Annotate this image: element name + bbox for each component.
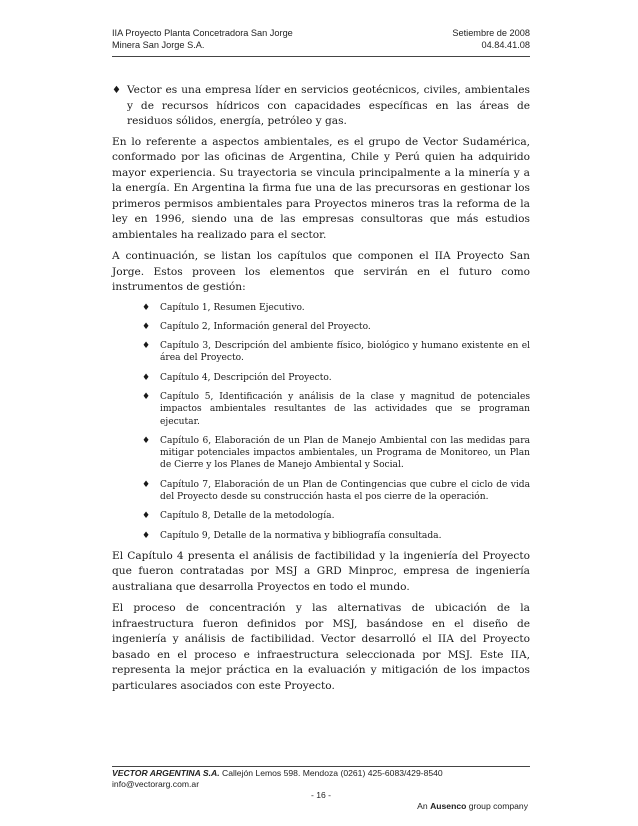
chapter-item-text: Capítulo 9, Detalle de la normativa y bibliografía consultada. <box>160 530 442 541</box>
header-date: Setiembre de 2008 <box>452 28 530 38</box>
page-footer <box>112 768 530 812</box>
chapter-item <box>142 340 530 365</box>
chapter-item-text: Capítulo 6, Elaboración de un Plan de Manejo Ambiental con las medidas para mitigar potenciales impactos ambientales, un Programa de Monitoreo, un Plan de Cierre y los Planes de Manejo Ambiental y Social. <box>160 435 530 471</box>
paragraph-process: El proceso de concentración y las alternativas de ubicación de la infraestructura fueron definidos por MSJ, basándose en el diseño de ingeniería y análisis de factibilidad. Vector desarrolló el IIA del Proyecto basado en el proceso e infraestructura seleccionada por MSJ. Este IIA, representa la mejor práctica en la evaluación y mitigación de los impactos particulares asociados con este Proyecto. <box>112 602 530 692</box>
diamond-bullet-icon: ♦ <box>142 530 151 541</box>
chapter-item-text: Capítulo 8, Detalle de la metodología. <box>160 511 335 522</box>
chapter-item-text: Capítulo 5, Identificación y análisis de la clase y magnitud de potenciales impactos ambientales resultantes de las actividades que se programan ejecutar. <box>160 391 530 427</box>
intro-bullet-text: Vector es una empresa líder en servicios geotécnicos, civiles, ambientales y de recursos hídricos con capacidades específicas en las áreas de residuos sólidos, energía, petróleo y gas. <box>127 84 530 127</box>
chapter-item <box>142 391 530 428</box>
diamond-bullet-icon: ♦ <box>142 511 151 522</box>
chapter-item-text: Capítulo 3, Descripción del ambiente físico, biológico y humano existente en el área del Proyecto. <box>160 341 530 364</box>
paragraph-feasibility: El Capítulo 4 presenta el análisis de factibilidad y la ingeniería del Proyecto que fueron contratadas por MSJ a GRD Minproc, empresa de ingeniería australiana que desarrolla Proyectos en todo el mundo. <box>112 549 530 593</box>
chapter-list <box>142 302 530 542</box>
header-company: Minera San Jorge S.A. <box>112 40 205 50</box>
header-divider <box>112 56 530 57</box>
chapter-item <box>142 479 530 504</box>
header-doc-number: 04.84.41.08 <box>481 40 530 50</box>
diamond-bullet-icon: ♦ <box>142 435 151 446</box>
group-name: Ausenco <box>430 801 467 811</box>
paragraph-environmental: En lo referente a aspectos ambientales, es el grupo de Vector Sudamérica, conformado por las oficinas de Argentina, Chile y Perú quien ha adquirido mayor experiencia. Su trayectoria se vincula principalmente a la minería y a la energía. En Argentina la firma fue una de las precursoras en gestionar los primeros permisos ambientales para Proyectos mineros tras la reforma de la ley en 1996, siendo una de las empresas consultoras que más estudios ambientales ha realizado para el sector. <box>112 135 530 241</box>
diamond-bullet-icon: ♦ <box>142 341 151 352</box>
footer-company: VECTOR ARGENTINA S.A. <box>112 768 220 778</box>
chapter-item <box>142 372 530 384</box>
paragraph-chapters-intro: A continuación, se listan los capítulos que componen el IIA Proyecto San Jorge. Estos proveen los elementos que servirán en el futuro como instrumentos de gestión: <box>112 250 530 293</box>
diamond-bullet-icon: ♦ <box>142 391 151 402</box>
intro-bullet <box>112 83 530 130</box>
group-suffix: group company <box>468 801 528 811</box>
chapter-item-text: Capítulo 4, Descripción del Proyecto. <box>160 372 332 383</box>
chapter-item <box>142 302 530 314</box>
page-number: - 16 - <box>310 790 332 800</box>
chapter-item-text: Capítulo 2, Información general del Proyecto. <box>160 321 371 332</box>
chapter-item <box>142 435 530 472</box>
document-body <box>112 83 530 700</box>
header-project-title: IIA Proyecto Planta Concetradora San Jorge <box>112 28 293 38</box>
group-prefix: An <box>417 801 428 811</box>
diamond-bullet-icon: ♦ <box>142 479 151 490</box>
chapter-item <box>142 321 530 333</box>
chapter-item <box>142 530 530 542</box>
group-company-note <box>112 801 528 812</box>
chapter-item-text: Capítulo 7, Elaboración de un Plan de Contingencias que cubre el ciclo de vida del Proyecto desde su construcción hasta el pos cierre de la operación. <box>160 479 530 503</box>
chapter-item-text: Capítulo 1, Resumen Ejecutivo. <box>160 302 305 313</box>
diamond-bullet-icon: ♦ <box>142 372 151 383</box>
chapter-item <box>142 510 530 522</box>
page-header <box>112 27 530 51</box>
footer-divider <box>112 766 530 767</box>
diamond-bullet-icon: ♦ <box>142 321 151 332</box>
diamond-bullet-icon: ♦ <box>112 85 121 96</box>
diamond-bullet-icon: ♦ <box>142 302 151 313</box>
footer-address: Callejón Lemos 598. Mendoza (0261) 425-6083/429-8540 info@vectorarg.com.ar <box>112 768 443 789</box>
